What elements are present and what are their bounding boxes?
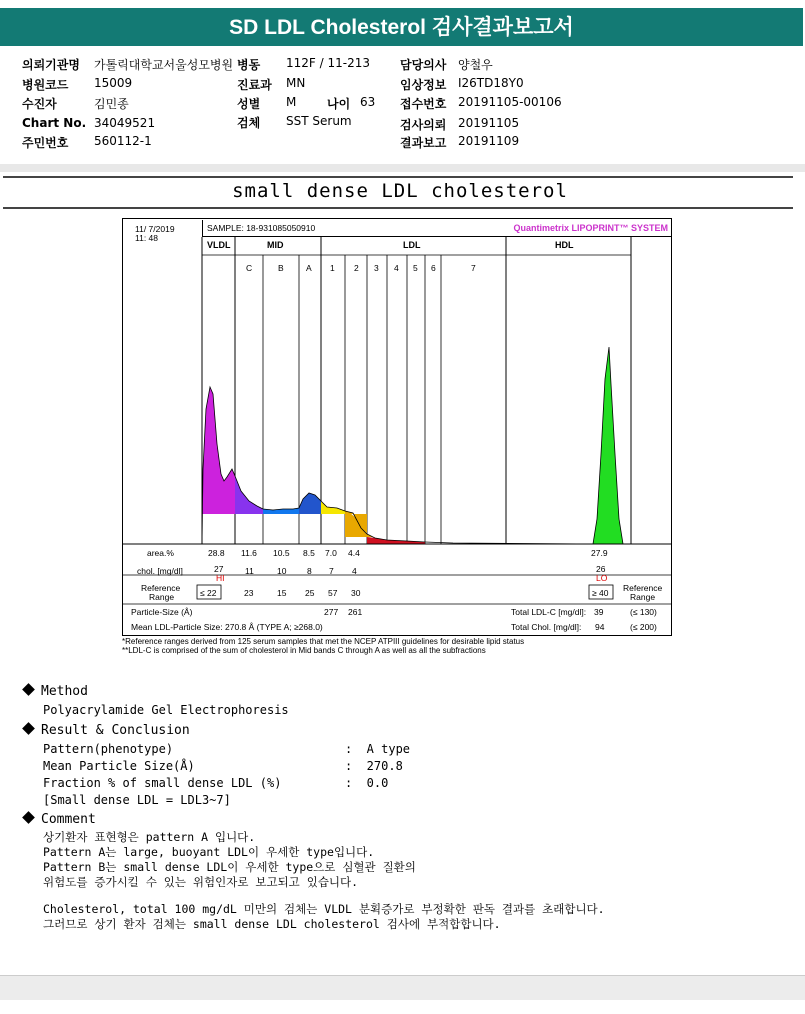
result-heading bbox=[24, 723, 190, 738]
chol-label: chol. [mg/dl] bbox=[137, 566, 183, 576]
area-label: area.% bbox=[147, 548, 174, 558]
label-ward: 병동 bbox=[237, 58, 261, 72]
area-b: 10.5 bbox=[273, 548, 290, 558]
chol-ldl1: 7 bbox=[329, 566, 334, 576]
total-ldl-value: 39 bbox=[594, 607, 604, 617]
value-test-request: 20191105 bbox=[458, 116, 520, 130]
ref-ldl2: 30 bbox=[351, 588, 361, 598]
ref-c: 23 bbox=[244, 588, 254, 598]
value-chart-no: 34049521 bbox=[94, 116, 156, 130]
chol-vldl: 27 bbox=[214, 564, 224, 574]
result-size-key: Mean Particle Size(Å) bbox=[43, 759, 195, 773]
total-ldl-label: Total LDL-C [mg/dl]: bbox=[511, 607, 587, 617]
method-heading bbox=[24, 684, 88, 699]
value-department: MN bbox=[286, 76, 306, 90]
chol-a: 8 bbox=[307, 566, 312, 576]
ref-hdl: ≥ 40 bbox=[592, 588, 609, 598]
method-heading-text: Method bbox=[41, 684, 88, 699]
report-date: 11/ 7/2019 bbox=[135, 224, 175, 234]
result-fraction-value: : 0.0 bbox=[345, 776, 389, 790]
bullet-diamond-icon bbox=[22, 683, 35, 696]
chol-lo-flag: LO bbox=[596, 573, 608, 583]
label-institution: 의뢰기관명 bbox=[22, 58, 80, 72]
sample-id: SAMPLE: 18-931085050910 bbox=[207, 223, 316, 233]
label-result-report: 결과보고 bbox=[400, 136, 447, 150]
result-pattern-value: : A type bbox=[345, 742, 411, 756]
value-patient-name: 김민종 bbox=[94, 97, 129, 111]
chol-hi-flag: HI bbox=[216, 573, 225, 583]
label-department: 진료과 bbox=[237, 78, 272, 92]
label-patient-name: 수진자 bbox=[22, 97, 57, 111]
area-hdl: 27.9 bbox=[591, 548, 608, 558]
report-time: 11: 48 bbox=[135, 233, 159, 243]
value-age: 63 bbox=[360, 95, 376, 109]
band-4: 4 bbox=[394, 263, 399, 273]
label-test-request: 검사의뢰 bbox=[400, 118, 447, 132]
total-chol-label: Total Chol. [mg/dl]: bbox=[511, 622, 582, 632]
area-vldl: 28.8 bbox=[208, 548, 225, 558]
band-a: A bbox=[306, 263, 312, 273]
comment-line-1: 상기환자 표현형은 pattern A 입니다. bbox=[43, 830, 256, 844]
electrophoresis-graph bbox=[123, 219, 671, 635]
label-chart-no: Chart No. bbox=[22, 116, 87, 130]
section-title: small dense LDL cholesterol bbox=[232, 180, 568, 202]
ref-label-2: Range bbox=[149, 592, 175, 602]
label-hospital-code: 병원코드 bbox=[22, 78, 69, 92]
chol-c: 11 bbox=[245, 566, 254, 576]
result-heading-text: Result & Conclusion bbox=[41, 723, 190, 738]
group-mid: MID bbox=[267, 240, 284, 250]
chol-hdl: 26 bbox=[596, 564, 606, 574]
comment-line-7: 그러므로 상기 환자 검체는 small dense LDL cholesterol 검사에 부적합합니다. bbox=[43, 917, 501, 931]
mean-ldl-size: Mean LDL-Particle Size: 270.8 Å (TYPE A; ≥268.0) bbox=[131, 622, 323, 632]
report-footnotes bbox=[122, 637, 524, 655]
value-resident-no: 560112-1 bbox=[94, 134, 152, 148]
band-1: 1 bbox=[330, 263, 335, 273]
label-receipt-no: 접수번호 bbox=[400, 97, 447, 111]
footnote-1: *Reference ranges derived from 125 serum samples that met the NCEP ATPIII guidelines for desirable lipid status bbox=[122, 637, 525, 646]
value-hospital-code: 15009 bbox=[94, 76, 133, 90]
group-hdl: HDL bbox=[555, 240, 574, 250]
label-resident-no: 주민번호 bbox=[22, 136, 69, 150]
comment-line-4: 위험도를 증가시킬 수 있는 위험인자로 보고되고 있습니다. bbox=[43, 875, 359, 889]
bullet-diamond-icon bbox=[22, 811, 35, 824]
comment-line-2: Pattern A는 large, buoyant LDL이 우세한 type입니다. bbox=[43, 845, 375, 859]
comment-heading bbox=[24, 812, 96, 827]
ref-a: 25 bbox=[305, 588, 315, 598]
total-chol-value: 94 bbox=[595, 622, 605, 632]
section-top-rule bbox=[3, 176, 793, 178]
value-specimen: SST Serum bbox=[286, 114, 352, 128]
band-b: B bbox=[278, 263, 284, 273]
footnote-2: **LDL-C is comprised of the sum of cholesterol in Mid bands C through A as well as all the subfractions bbox=[122, 646, 486, 655]
area-c: 11.6 bbox=[241, 548, 257, 558]
ps-ldl1: 277 bbox=[324, 607, 339, 617]
band-c: C bbox=[246, 263, 253, 273]
value-receipt-no: 20191105-00106 bbox=[458, 95, 562, 109]
total-chol-ref: (≤ 200) bbox=[630, 622, 657, 632]
band-2: 2 bbox=[354, 263, 359, 273]
label-clinical-info: 임상정보 bbox=[400, 78, 447, 92]
label-specimen: 검체 bbox=[237, 116, 261, 130]
comment-line-3: Pattern B는 small dense LDL이 우세한 type으로 심혈관 질환의 bbox=[43, 860, 416, 874]
value-result-report: 20191109 bbox=[458, 134, 520, 148]
ref-right-2: Range bbox=[630, 592, 656, 602]
ref-ldl1: 57 bbox=[328, 588, 338, 598]
method-text: Polyacrylamide Gel Electrophoresis bbox=[43, 703, 289, 717]
divider-band bbox=[0, 164, 805, 172]
label-doctor: 담당의사 bbox=[400, 58, 447, 72]
area-a: 8.5 bbox=[303, 548, 315, 558]
result-note: [Small dense LDL = LDL3~7] bbox=[43, 793, 231, 807]
report-title: SD LDL Cholesterol 검사결과보고서 bbox=[0, 8, 803, 46]
comment-line-6: Cholesterol, total 100 mg/dL 미만의 검체는 VLDL 분획증가로 부정확한 판독 결과를 초래합니다. bbox=[43, 902, 605, 916]
total-ldl-ref: (≤ 130) bbox=[630, 607, 657, 617]
band-7: 7 bbox=[471, 263, 476, 273]
section-bottom-rule bbox=[3, 207, 793, 209]
result-size-value: : 270.8 bbox=[345, 759, 403, 773]
system-name: Quantimetrix LIPOPRINT™ SYSTEM bbox=[513, 223, 668, 233]
value-institution: 가톨릭대학교서울성모병원 bbox=[94, 58, 234, 72]
band-6: 6 bbox=[431, 263, 436, 273]
group-ldl: LDL bbox=[403, 240, 421, 250]
label-age: 나이 bbox=[327, 97, 351, 111]
ref-b: 15 bbox=[277, 588, 287, 598]
ps-label: Particle-Size (Å) bbox=[131, 607, 193, 617]
bottom-band bbox=[0, 975, 805, 1000]
chol-b: 10 bbox=[277, 566, 287, 576]
result-pattern-key: Pattern(phenotype) bbox=[43, 742, 174, 756]
area-ldl2: 4.4 bbox=[348, 548, 360, 558]
bullet-diamond-icon bbox=[22, 722, 35, 735]
ps-ldl2: 261 bbox=[348, 607, 363, 617]
value-sex: M bbox=[286, 95, 297, 109]
group-vldl: VLDL bbox=[207, 240, 231, 250]
band-3: 3 bbox=[374, 263, 379, 273]
area-ldl1: 7.0 bbox=[325, 548, 337, 558]
lipoprint-report bbox=[122, 218, 672, 636]
label-sex: 성별 bbox=[237, 97, 261, 111]
value-doctor: 양철우 bbox=[458, 58, 493, 72]
ref-vldl: ≤ 22 bbox=[200, 588, 217, 598]
value-clinical-info: I26TD18Y0 bbox=[458, 76, 524, 90]
ref-right-1: Reference bbox=[623, 583, 663, 593]
value-ward: 112F / 11-213 bbox=[286, 56, 370, 70]
chol-ldl2: 4 bbox=[352, 566, 357, 576]
ref-label-1: Reference bbox=[141, 583, 181, 593]
patient-info bbox=[0, 48, 803, 165]
result-fraction-key: Fraction % of small dense LDL (%) bbox=[43, 776, 282, 790]
comment-heading-text: Comment bbox=[41, 812, 96, 827]
band-5: 5 bbox=[413, 263, 418, 273]
